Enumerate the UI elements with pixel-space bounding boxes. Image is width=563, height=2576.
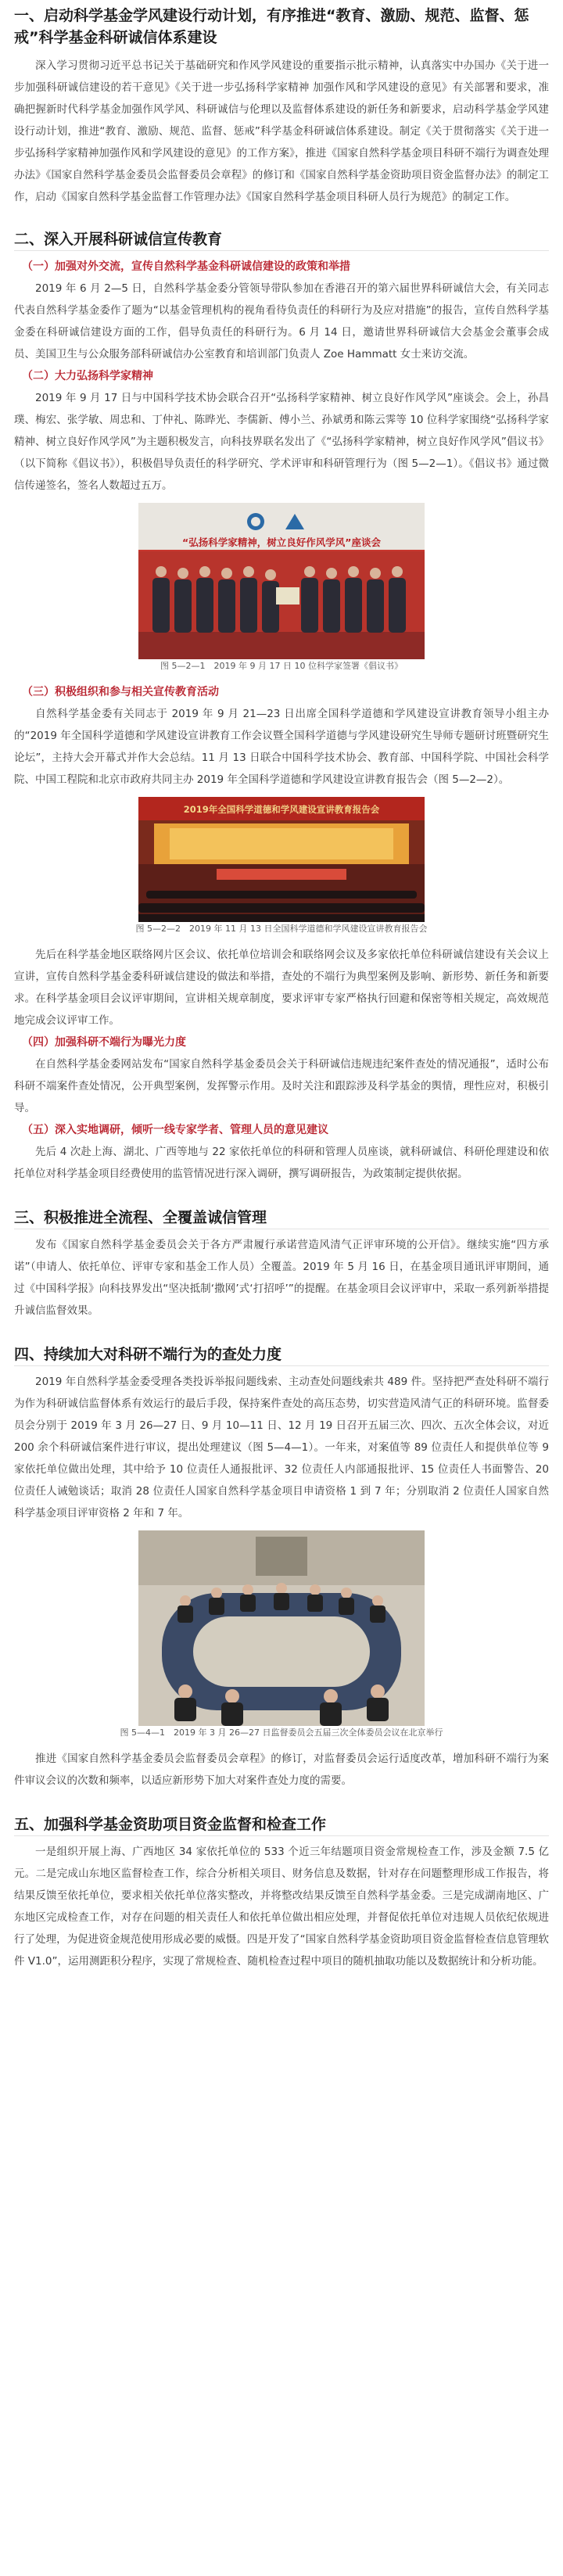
section-2-title: 二、深入开展科研诚信宣传教育 [14, 231, 223, 248]
figure-5-4-1-caption: 图 5—4—1 2019 年 3 月 26—27 日监督委员会五届三次全体委员会议在北京举行 [120, 1727, 443, 1738]
subsection-2-3-paragraph: 自然科学基金委有关同志于 2019 年 9 月 21—23 日出席全国科学道德和学风建设宣讲教育领导小组主办的“2019 年全国科学道德和学风建设宣讲教育工作会议暨全国科学道德与学风建设研究生导师专题研讨班暨研究生论坛”，主持大会开幕式并作大会总结。11 月 13 日联合中国科学技术协会、教育部、中国科学院、中国社会科学院、中国工程院和北京市政府共同主办 2019 年全国科学道德和学风建设宣讲教育报告会（图 5—2—2）。 [14, 708, 549, 786]
subsection-2-5-title: （五）深入实地调研，倾听一线专家学者、管理人员的意见建议 [22, 1124, 328, 1136]
banner-text-2: 2019年全国科学道德和学风建设宣讲教育报告会 [183, 804, 380, 815]
logo-left-icon [247, 513, 264, 530]
subsection-2-4-paragraph: 在自然科学基金委网站发布“国家自然科学基金委员会关于科研诚信违规违纪案件查处的情况通报”，适时公布科研不端案件查处情况，公开典型案例，发挥警示作用。及时关注和跟踪涉及科学基金的舆情，理性应对，积极引导。 [14, 1058, 549, 1114]
section-5-paragraph: 一是组织开展上海、广西地区 34 家依托单位的 533 个近三年结题项目资金常规检查工作，涉及金额 7.5 亿元。二是完成山东地区监督检查工作，综合分析相关项目、财务信息及数据，针对存在问题整理形成工作报告，将结果反馈至依托单位，要求相关依托单位落实整改，并将整改结果反馈至自然科学基金委。三是完成湖南地区、广东地区完成检查工作，对存在问题的相关责任人和依托单位做出相应处理，并督促依托单位对违规人员依纪依规进行了处理，为促进资金规范使用形成必要的威慑。四是开发了“国家自然科学基金资助项目资金监督检查信息管理软件 V1.0”，运用测距积分程序，实现了常规检查、随机检查过程中项目的随机抽取功能以及数据统计和分析功能。 [14, 1846, 549, 1968]
photo-symposium [138, 503, 425, 659]
subsection-2-3-title: （三）积极组织和参与相关宣传教育活动 [22, 686, 219, 698]
subsection-2-1-paragraph: 2019 年 6 月 2—5 日，自然科学基金委分管领导带队参加在香港召开的第六届世界科研诚信大会，有关同志代表自然科学基金委作了题为“以基金管理机构的视角看待负责任的科研行为及应对措施”的报告，宣传自然科学基金委在科研诚信建设方面的工作，倡导负责任的科研行为。6 月 14 日，邀请世界科研诚信大会基金会董事会成员、美国卫生与公众服务部科研诚信办公室教育和培训部门负责人 Zoe Hammatt 女士来访交流。 [14, 282, 549, 361]
subsection-2-2-title: （二）大力弘扬科学家精神 [22, 370, 153, 382]
figure-5-2-2-caption: 图 5—2—2 2019 年 11 月 13 日全国科学道德和学风建设宣讲教育报告会 [135, 924, 428, 934]
banner-text: “弘扬科学家精神，树立良好作风学风”座谈会 [182, 536, 381, 548]
section-4-paragraph: 2019 年自然科学基金委受理各类投诉举报问题线索、主动查处问题线索共 489 件。坚持把严查处科研不端行为作为科研诚信监督体系有效运行的最后手段，保持案件查处的高压态势，切实营造风清气正的科研环境。监督委员会分别于 2019 年 3 月 26—27 日、9 月 10—11 日、12 月 19 日召开五届三次、四次、五次全体会议，对近 200 余个科研诚信案件进行审议，提出处理建议（图 5—4—1）。一年来，对案值等 89 位责任人和提供单位等 9 家依托单位做出处理，其中给予 10 位责任人通报批评、32 位责任人内部通报批评、15 位责任人书面警告、20 位责任人诫勉谈话；取消 28 位责任人国家自然科学基金项目申请资格 1 到 7 年；分别取消 2 位责任人国家自然科学基金项目评审资格 2 年和 7 年。 [14, 1376, 549, 1519]
audience [138, 891, 425, 922]
subsection-2-1-title: （一）加强对外交流，宣传自然科学基金科研诚信建设的政策和举措 [22, 260, 350, 273]
section-5-title: 五、加强科学基金资助项目资金监督和检查工作 [14, 1816, 327, 1833]
section-3-paragraph: 发布《国家自然科学基金委员会关于各方严肃履行承诺营造风清气正评审环境的公开信》。继续实施“四方承诺”（申请人、依托单位、评审专家和基金工作人员）全覆盖。2019 年 5 月 16 日，在基金项目通讯评审期间，通过《中国科学报》向科技界发出“坚决抵制‘撒网’式‘打招呼’”的提醒。在基金项目会议评审中，采取一系列新举措提升诚信监督效果。 [14, 1239, 549, 1317]
photo-report-meeting [138, 797, 425, 922]
subsection-2-2-paragraph: 2019 年 9 月 17 日与中国科学技术协会联合召开“弘扬科学家精神、树立良好作风学风”座谈会。会上，孙昌璞、梅宏、张学敏、周忠和、丁仲礼、陈晔光、李儒新、傅小兰、孙斌勇和陈云霁等 10 位科学家围绕“弘扬科学家精神、树立良好作风学风”为主题积极发言，向科技界联名发出了《“弘扬科学家精神，树立良好作风学风”倡议书》（以下简称《倡议书》），积极倡导负责任的科学研究、学术评审和科研管理行为（图 5—2—1）。《倡议书》通过微信传递签名，签名人数超过五万。 [14, 392, 549, 492]
subsection-2-4-title: （四）加强科研不端行为曝光力度 [22, 1036, 186, 1049]
section-3-title: 三、积极推进全流程、全覆盖诚信管理 [14, 1209, 267, 1226]
subsection-2-5-paragraph: 先后 4 次赴上海、湖北、广西等地与 22 家依托单位的科研和管理人员座谈，就科研诚信、科研伦理建设和依托单位对科学基金项目经费使用的监管情况进行深入调研，撰写调研报告，为政策制定提供依据。 [14, 1146, 549, 1180]
section-1-title: 一、启动科学基金学风建设行动计划，有序推进“教育、激励、规范、监督、惩戒”科学基金科研诚信体系建设 [14, 7, 529, 46]
photo-committee-meeting [138, 1530, 425, 1726]
figure-5-2-1-caption: 图 5—2—1 2019 年 9 月 17 日 10 位科学家签署《倡议书》 [160, 661, 403, 671]
section-4-title: 四、持续加大对科研不端行为的查处力度 [14, 1346, 282, 1363]
section-1-paragraph: 深入学习贯彻习近平总书记关于基础研究和作风学风建设的重要指示批示精神，认真落实中办国办《关于进一步加强科研诚信建设的若干意见》《关于进一步弘扬科学家精神 加强作风和学风建设的意见》有关部署和要求，准确把握新时代科学基金加强作风学风、科研诚信与伦理以及监督体系建设的新任务和新要求，启动科学基金学风建设行动计划，推进“教育、激励、规范、监督、惩戒”科学基金科研诚信体系建设。制定《关于贯彻落实《关于进一步弘扬科学家精神加强作风和学风建设的意见》的工作方案》，推进《国家自然科学基金项目科研不端行为调查处理办法》《国家自然科学基金委员会监督委员会章程》的修订和《国家自然科学基金资助项目资金监督办法》的制定工作，启动《国家自然科学基金监督工作管理办法》《国家自然科学基金项目科研人员行为规范》的制定工作。 [14, 59, 549, 203]
subsection-2-3-paragraph-2: 先后在科学基金地区联络网片区会议、依托单位培训会和联络网会议及多家依托单位科研诚信建设有关会议上宣讲，宣传自然科学基金委科研诚信建设的做法和举措，查处的不端行为典型案例及影响、新形势、新任务和新要求。在科学基金项目会议评审期间，宣讲相关规章制度，要求评审专家严格执行回避和保密等相关规定，高效规范地完成会议评审工作。 [14, 949, 549, 1027]
section-4-paragraph-2: 推进《国家自然科学基金委员会监督委员会章程》的修订，对监督委员会运行适度改革，增加科研不端行为案件审议会议的次数和频率，以适应新形势下加大对案件查处力度的需要。 [14, 1753, 549, 1787]
